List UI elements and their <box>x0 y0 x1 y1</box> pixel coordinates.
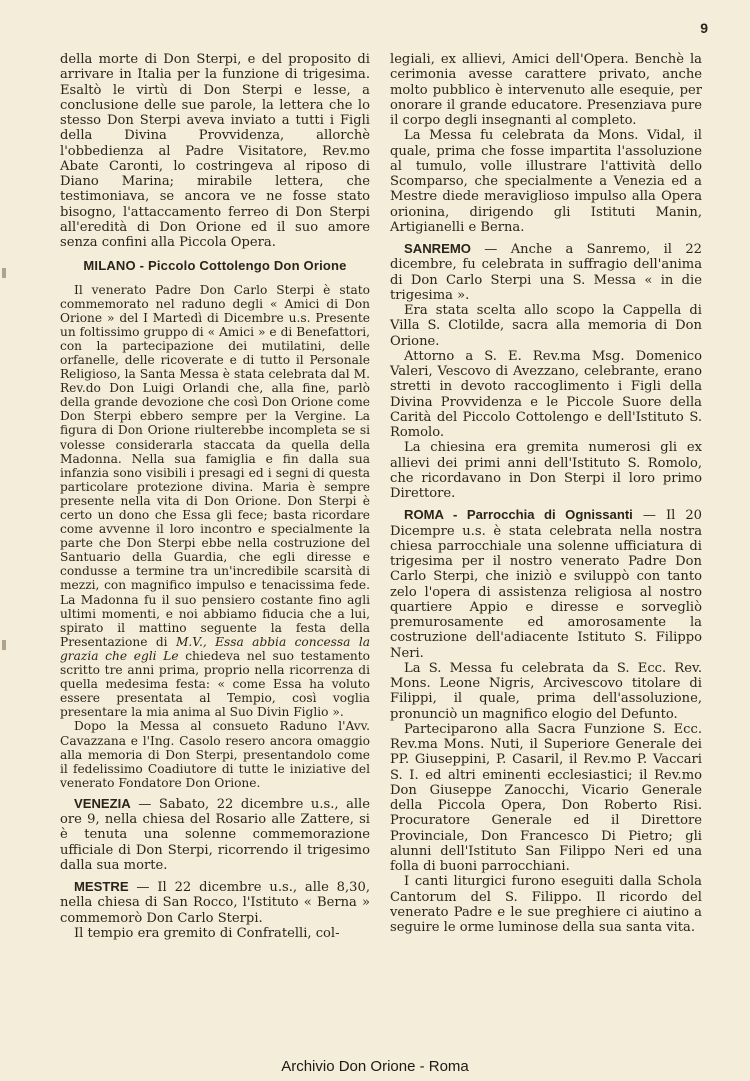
mestre-lead: MESTRE <box>74 879 129 895</box>
archive-footer: Archivio Don Orione - Roma <box>281 1058 469 1075</box>
sanremo-paragraph <box>390 241 702 303</box>
milano-paragraph-2: Dopo la Messa al consueto Raduno l'Avv. Cavazzana e l'Ing. Casolo resero ancora omaggio alla memoria di Don Sterpi, presentandolo come il fedelissimo Coadiutore di tutte le iniziative del venerato Fondatore Don Orione. <box>60 719 370 790</box>
messa-paragraph: La Messa fu celebrata da Mons. Vidal, il quale, prima che fosse impartita l'assoluzione al tumulo, volle illustrare l'attività dello Scomparso, che specialmente a Venezia ed a Mestre diede meraviglioso impulso alla Opera orionina, dirigendo gli Istituti Manin, Artigianelli e Berna. <box>390 128 702 235</box>
milano-heading: MILANO - Piccolo Cottolengo Don Orione <box>83 258 347 274</box>
roma-paragraph <box>390 507 702 661</box>
roma-text: — Il 20 Dicempre u.s. è stata celebrata nella nostra chiesa parrocchiale una solenne ufficiatura di trigesima per il nostro venerato Padre Don Carlo Sterpi, che iniziò e sviluppò con tanto zelo l'opera di assistenza religiosa al nostro quartiere Appio e diresse e sorvegliò premurosamente ed amorosamente la costruzione dell'adiacente Istituto S. Filippo Neri. <box>390 508 702 661</box>
left-column <box>60 52 370 941</box>
roma-paragraph-3: Parteciparono alla Sacra Funzione S. Ecc. Rev.ma Mons. Nuti, il Superiore Generale dei PP. Giuseppini, P. Casaril, il Rev.mo P. Vaccari S. I. ed altri eminenti ecclesiastici; il Rev.mo Don Giuseppe Zanocchi, Vicario Generale della Piccola Opera, Don Roberto Risi. Procuratore Generale ed il Direttore Provinciale, Don Francesco Di Pietro; gli alunni dell'Istituto San Filippo Neri ed una folla di buoni parrocchiani. <box>390 721 702 874</box>
venezia-paragraph <box>60 796 370 873</box>
page-number: 9 <box>700 20 708 36</box>
mestre-paragraph <box>60 879 370 926</box>
milano-text-italic: M.V., Essa abbia concessa la grazia che egli Le <box>60 634 370 663</box>
roma-paragraph-2: La S. Messa fu celebrata da S. Ecc. Rev. Mons. Leone Nigris, Arcivescovo titolare di Filippi, il quale, prima dell'assoluzione, pronunciò un magnifico elogio del Defunto. <box>390 660 702 722</box>
sanremo-text: — Anche a Sanremo, il 22 dicembre, fu celebrata in suffragio dell'anima di Don Carlo Sterpi una S. Messa « in die trigesima ». <box>390 242 702 303</box>
milano-paragraph-1 <box>60 283 370 720</box>
sanremo-lead: SANREMO <box>404 241 471 256</box>
venezia-lead: VENEZIA <box>74 795 131 811</box>
mestre-text: — Il 22 dicembre u.s., alle 8,30, nella chiesa di San Rocco, l'Istituto « Berna » commemorò Don Carlo Sterpi. <box>60 880 370 926</box>
mestre-paragraph-2: Il tempio era gremito di Confratelli, col- <box>74 925 340 941</box>
mestre-continuation: legiali, ex allievi, Amici dell'Opera. Benchè la cerimonia avesse carattere privato, anche molto pubblico è intervenuto alle esequie, per onorare il grande educatore. Presenziava pure il corpo degli insegnanti al completo. <box>390 52 702 128</box>
milano-text-a: Il venerato Padre Don Carlo Sterpi è stato commemorato nel raduno degli « Amici di Don Orione » del I Martedì di Dicembre u.s. Presente un foltissimo gruppo di « Amici » e di Benefattori, con la partecipazione dei mutilatini, delle orfanelle, delle ricoverate e di tutto il Personale Religioso, la Santa Messa è stata celebrata dal M. Rev.do Don Luigi Orlandi che, alla fine, parlò della grande devozione che così Don Orione come Don Sterpi ebbero sempre per la Vergine. La figura di Don Orione riulterebbe incompleta se si volesse considerarla staccata da quella della Madonna. Nella sua famiglia e fin dalla sua infanzia sono visibili i presagi ed i segni di questa particolare protezione divina. Maria è sempre presente nella vita di Don Orione. Don Sterpi è certo un dono che Essa gli fece; basta ricordare come avvenne il loro incontro e specialmente la parte che Don Sterpi ebbe nella costruzione del Santuario della Guardia, che egli diresse e condusse a termine tra un'incredibile scarsità di mezzi, con magnifico impulso e tenacissima fede. La Madonna fu il suo pensiero costante fino agli ultimi momenti, e noi abbiamo fiducia che a lui, spirato il mattino seguente la festa della Presentazione di <box>60 282 370 649</box>
binding-mark <box>2 268 6 278</box>
venezia-text: — Sabato, 22 dicembre u.s., alle ore 9, nella chiesa del Rosario alle Zattere, si è tenuta una solenne commemorazione ufficiale di Don Sterpi, ricorrendo il trigesimo dalla sua morte. <box>60 796 370 873</box>
roma-paragraph-4: I canti liturgici furono eseguiti dalla Schola Cantorum del S. Filippo. Il ricordo del venerato Padre e le sue preghiere ci aiutino a seguire le orme luminose della sua santa vita. <box>390 874 702 935</box>
milano-text-b: chiedeva nel suo testamento scritto tre anni prima, proprio nella ricorrenza di quella medesima festa: « come Essa ha voluto essere presentata al Tempio, così voglia presentare la mia anima al Suo Divin Figlio ». <box>60 648 370 720</box>
roma-lead: ROMA - Parrocchia di Ognissanti <box>404 507 633 523</box>
binding-mark <box>2 640 6 650</box>
sanremo-paragraph-3: Attorno a S. E. Rev.ma Msg. Domenico Valeri, Vescovo di Avezzano, celebrante, erano stretti in devoto raccoglimento i Figli della Divina Provvidenza e le Piccole Suore della Carità del Piccolo Cottolengo e dell'Istituto S. Romolo. <box>390 348 702 440</box>
right-column <box>390 52 702 935</box>
intro-paragraph: della morte di Don Sterpi, e del proposito di arrivare in Italia per la funzione di trigesima. Esaltò le virtù di Don Sterpi e lesse, a conclusione delle sue parole, la lettera che lo stesso Don Sterpi aveva inviato a tutti i Figli della Divina Provvidenza, allorchè l'obbedienza al Padre Visitatore, Rev.mo Abate Caronti, lo costringeva al riposo di Diano Marina; mirabile lettera, che testimoniava, se ancora ve ne fosse stato bisogno, l'attaccamento ferreo di Don Sterpi all'eredità di Don Orione ed il suo amore senza confini alla Piccola Opera. <box>60 52 370 250</box>
sanremo-paragraph-4: La chiesina era gremita numerosi gli ex allievi dei primi anni dell'Istituto S. Romolo, che ricordavano in Don Sterpi il loro primo Direttore. <box>390 440 702 501</box>
sanremo-paragraph-2: Era stata scelta allo scopo la Cappella di Villa S. Clotilde, sacra alla memoria di Don Orione. <box>390 303 702 349</box>
